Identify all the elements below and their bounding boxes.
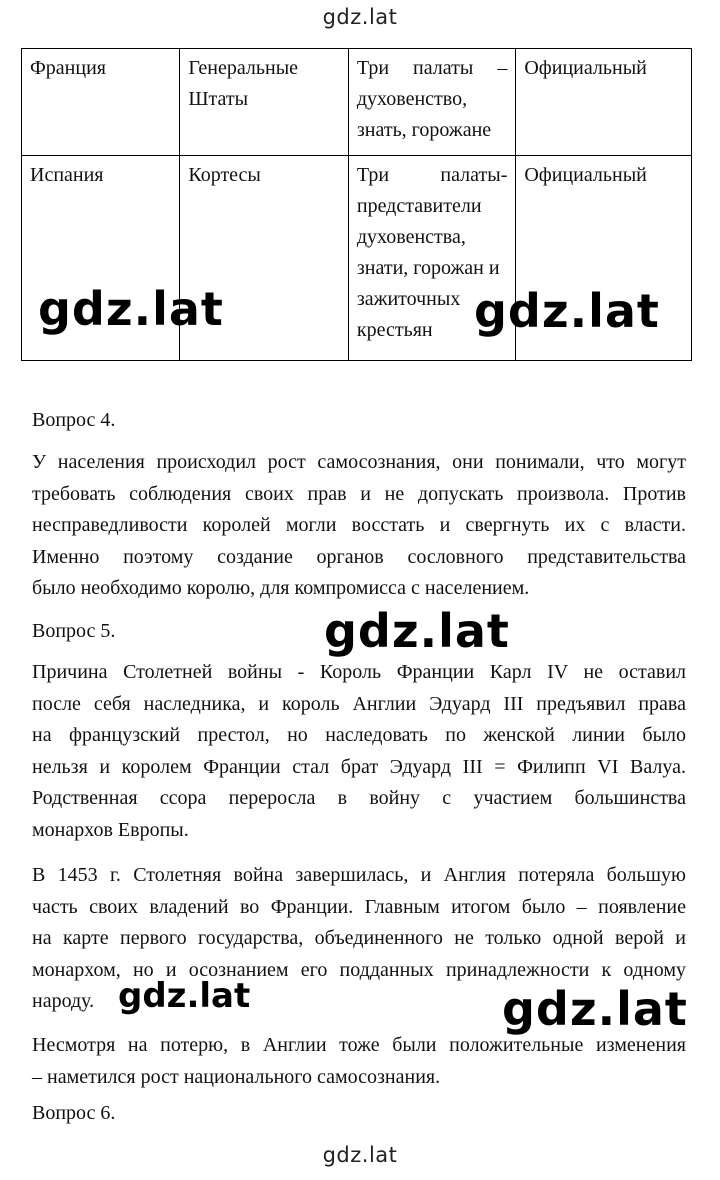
watermark-overlay: gdz.lat <box>502 982 688 1036</box>
paragraph-line: – наметился рост национального самосознания. <box>32 1065 441 1088</box>
paragraph-line: У населения происходил рост самосознания, они понимали, что могут <box>32 451 686 473</box>
body-line: Кортесы <box>188 164 261 186</box>
chambers-cell <box>348 49 516 156</box>
table-row <box>22 49 692 156</box>
chambers-line: знать, горожане <box>356 119 492 141</box>
answer-paragraph <box>32 1030 686 1093</box>
paragraph-line: после себя наследника, и король Англии Эдуард III предъявил права <box>32 692 686 715</box>
question-heading: Вопрос 5. <box>32 620 116 642</box>
paragraph-line: Родственная ссора переросла в войну с участием большинства <box>32 787 686 809</box>
chambers-line: крестьян <box>356 319 433 341</box>
paragraph-line: несправедливости королей могли восстать и свергнуть их с власти. <box>32 514 686 536</box>
chambers-line: духовенства, <box>356 226 466 248</box>
paragraph-line: на карте первого государства, объединенного не только одной верой и <box>32 927 686 949</box>
paragraph-line: нельзя и королем Франции стал брат Эдуард III = Филипп VI Валуа. <box>32 755 686 778</box>
paragraph-line: народу. <box>32 990 95 1012</box>
watermark-overlay: gdz.lat <box>324 604 510 658</box>
question-heading: Вопрос 6. <box>32 1102 116 1124</box>
status-cell: Официальный <box>516 156 692 361</box>
answer-paragraph <box>32 447 686 605</box>
chambers-line: Три палаты- <box>356 164 508 186</box>
paragraph-line: часть своих владений во Франции. Главным итогом было – появление <box>32 895 686 918</box>
chambers-line: духовенство, <box>356 88 468 110</box>
watermark-bottom: gdz.lat <box>322 1143 398 1167</box>
chambers-line: зажиточных <box>356 288 461 310</box>
watermark-top: gdz.lat <box>322 5 398 29</box>
country-cell: Франция <box>22 49 180 156</box>
watermark-overlay: gdz.lat <box>474 284 660 338</box>
answer-paragraph <box>32 657 686 846</box>
paragraph-line: Причина Столетней войны - Король Франции Карл IV не оставил <box>32 661 686 683</box>
paragraph-line: требовать соблюдения своих прав и не допускать произвола. Против <box>32 482 686 505</box>
paragraph-line: монархом, но и осознанием его подданных принадлежности к одному <box>32 958 686 981</box>
paragraph-line: В 1453 г. Столетняя война завершилась, и Англия потеряла большую <box>32 864 686 886</box>
chambers-line: знати, горожан и <box>356 257 500 279</box>
chambers-line: представители <box>356 195 482 217</box>
body-line: Штаты <box>188 88 249 110</box>
question-heading: Вопрос 4. <box>32 409 116 431</box>
watermark-overlay: gdz.lat <box>38 282 224 336</box>
country-cell: Испания <box>22 156 180 361</box>
chambers-line: Три палаты – <box>356 57 508 79</box>
paragraph-line: Несмотря на потерю, в Англии тоже были положительные изменения <box>32 1034 686 1056</box>
status-cell: Официальный <box>516 49 692 156</box>
body-line: Генеральные <box>188 57 299 79</box>
watermark-overlay: gdz.lat <box>118 976 251 1016</box>
paragraph-line: монархов Европы. <box>32 818 189 841</box>
body-cell <box>180 49 349 156</box>
paragraph-line: было необходимо королю, для компромисса с населением. <box>32 577 530 599</box>
paragraph-line: на французский престол, но наследовать по женской линии было <box>32 724 686 746</box>
paragraph-line: Именно поэтому создание органов сословного представительства <box>32 545 686 568</box>
